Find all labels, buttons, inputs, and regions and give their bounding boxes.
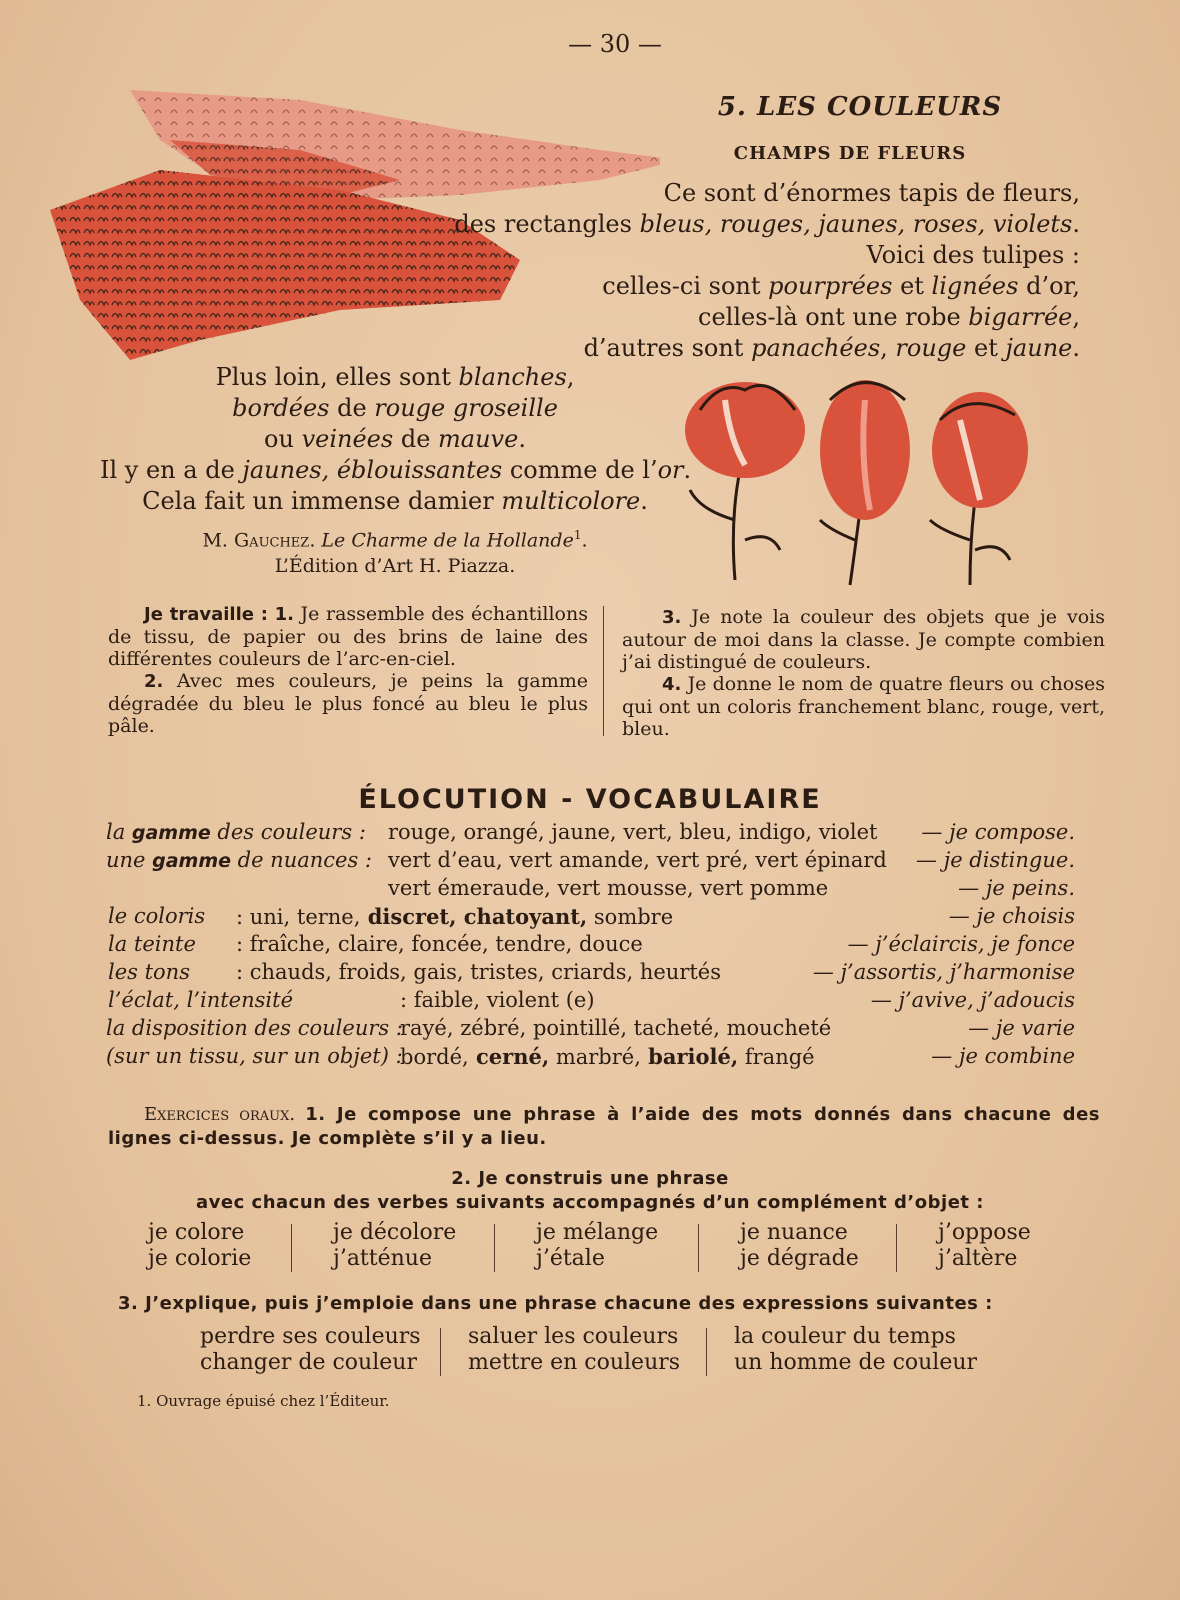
vocab-verb: — je varie bbox=[968, 1016, 1075, 1040]
vocab-word: vert bbox=[550, 876, 601, 900]
poem-run: panachées bbox=[751, 334, 881, 362]
vocab-word: violent bbox=[480, 988, 560, 1012]
oral-exercise-3-text: 3. J’explique, puis j’emploie dans une phrase chacune des expressions suivantes : bbox=[118, 1293, 993, 1314]
expression-item: changer de couleur bbox=[200, 1350, 417, 1375]
vocab-word: pré, bbox=[699, 848, 749, 872]
vocab-word: émeraude, bbox=[430, 876, 551, 900]
poem-run: bordées bbox=[232, 394, 330, 422]
section-title: ÉLOCUTION - VOCABULAIRE bbox=[358, 784, 822, 815]
poem-run: multicolore bbox=[501, 487, 641, 515]
vocab-word: sombre bbox=[587, 905, 674, 929]
poem-run: . bbox=[1072, 210, 1080, 238]
vocab-label bbox=[106, 820, 380, 844]
vocab-word: (e) bbox=[559, 988, 595, 1012]
page-number: — 30 — bbox=[568, 30, 662, 58]
vocab-word: pointillé, bbox=[526, 1016, 627, 1040]
vocab-word: froids, bbox=[331, 960, 407, 984]
vocab-word: terne, bbox=[290, 905, 361, 929]
vocab-label-run: le coloris bbox=[108, 904, 206, 928]
exercise-1-number: 1. bbox=[274, 604, 294, 625]
vocab-word: chauds, bbox=[243, 960, 332, 984]
vocab-word: frangé bbox=[738, 1045, 815, 1069]
vocab-word: tristes, bbox=[463, 960, 545, 984]
vocab-verb: — j’avive, j’adoucis bbox=[870, 988, 1075, 1012]
vocab-words bbox=[236, 932, 643, 956]
poem-run: or bbox=[657, 456, 684, 484]
vocab-word: marbré, bbox=[549, 1045, 641, 1069]
footnote-ref: 1 bbox=[573, 528, 582, 542]
vocab-label-run: : bbox=[388, 1044, 403, 1068]
poem-run: veinées bbox=[301, 425, 394, 453]
poem-run: comme de l’ bbox=[502, 456, 658, 484]
vocab-label-run: de nuances bbox=[237, 848, 359, 872]
vocab-label-run: : bbox=[358, 848, 372, 872]
vocab-words bbox=[236, 960, 721, 984]
vocab-word: faible, bbox=[407, 988, 481, 1012]
vocab-word: discret, bbox=[360, 904, 457, 929]
vocab-word: épinard bbox=[798, 848, 887, 872]
poem-run: . bbox=[640, 487, 648, 515]
poem-run: des rectangles bbox=[454, 210, 640, 238]
vocab-label-run: : bbox=[389, 1016, 403, 1040]
poem-run: de bbox=[329, 394, 375, 422]
vocab-word: : bbox=[236, 932, 244, 956]
vocab-label bbox=[108, 988, 293, 1012]
vocab-word: jaune, bbox=[544, 820, 617, 844]
poem-run: d’or, bbox=[1018, 272, 1080, 300]
vocab-verb: — je peins. bbox=[958, 876, 1075, 900]
vocab-verb: — je combine bbox=[931, 1044, 1075, 1068]
vocab-label-run: la disposition des couleurs bbox=[106, 1016, 390, 1040]
vocab-word: d’eau, bbox=[430, 848, 503, 872]
vocab-words bbox=[400, 1044, 815, 1069]
exercise-3-text: Je note la couleur des objets que je vois autour de moi dans la classe. Je compte combien j’ai distingué de couleurs. bbox=[622, 606, 1105, 673]
expression-item: un homme de couleur bbox=[734, 1350, 978, 1375]
poem-run: d’autres sont bbox=[583, 334, 752, 362]
oral-exercise-2-line2: avec chacun des verbes suivants accompagnés d’un complément d’objet : bbox=[196, 1192, 984, 1213]
credit-book: Le Charme de la Hollande bbox=[321, 529, 574, 552]
vocab-verb: — j’éclaircis, je fonce bbox=[847, 932, 1075, 956]
vocab-words bbox=[388, 876, 828, 900]
poem-run: celles-ci sont bbox=[602, 272, 769, 300]
verb-item: je colore bbox=[148, 1220, 245, 1245]
vocab-word: pomme bbox=[743, 876, 829, 900]
expression-separator bbox=[706, 1328, 707, 1376]
poem-run: celles-là ont une robe bbox=[698, 303, 969, 331]
poem-run: et bbox=[966, 334, 1006, 362]
poem-run: rouge groseille bbox=[374, 394, 558, 422]
vocab-word: bariolé, bbox=[640, 1044, 739, 1069]
verb-item: j’étale bbox=[536, 1246, 605, 1271]
verbs-grid bbox=[148, 1220, 1078, 1280]
verb-item: j’oppose bbox=[938, 1220, 1031, 1245]
vocab-word: moucheté bbox=[719, 1016, 832, 1040]
verb-separator bbox=[494, 1224, 495, 1272]
poem-run: lignées bbox=[931, 272, 1019, 300]
vocab-word: bleu, bbox=[672, 820, 733, 844]
vocab-label bbox=[108, 904, 205, 928]
vocab-word: zébré, bbox=[453, 1016, 527, 1040]
vocab-word: violet bbox=[812, 820, 878, 844]
vocab-words bbox=[236, 904, 673, 929]
vocab-word: bordé, bbox=[400, 1045, 469, 1069]
vocab-word: mousse, bbox=[600, 876, 694, 900]
verb-separator bbox=[896, 1224, 897, 1272]
verb-item: je colorie bbox=[148, 1246, 252, 1271]
vocab-label-run: gamme bbox=[145, 850, 238, 872]
poem-run: Cela fait un immense damier bbox=[142, 487, 502, 515]
verb-column bbox=[333, 1220, 456, 1272]
expression-separator bbox=[440, 1328, 441, 1376]
verb-separator bbox=[698, 1224, 699, 1272]
poem-credit: M. Gauchez. Le Charme de la Hollande$^1$. L’Édition d’Art H. Piazza. bbox=[100, 522, 690, 579]
exercise-1-text: Je rassemble des échantillons de tissu, de papier ou des brins de laine des différentes couleurs de l’arc-en-ciel. bbox=[108, 603, 588, 670]
vocab-word: uni, bbox=[243, 905, 291, 929]
vocab-word: tendre, bbox=[488, 932, 573, 956]
expressions-grid bbox=[200, 1324, 1020, 1384]
oral-lead: Exercices oraux. bbox=[144, 1104, 296, 1125]
poem-run: . bbox=[1072, 334, 1080, 362]
exercise-4-text: Je donne le nom de quatre fleurs ou choses qui ont un coloris franchement blanc, rouge, vert, bleu. bbox=[622, 673, 1105, 740]
vocab-word: rayé, bbox=[400, 1016, 454, 1040]
verb-separator bbox=[291, 1224, 292, 1272]
exercise-label: Je travaille : bbox=[144, 604, 268, 625]
lesson-title: 5. LES COULEURS bbox=[717, 92, 1003, 122]
credit-author: M. Gauchez. bbox=[202, 529, 316, 552]
vocab-word: criards, bbox=[544, 960, 634, 984]
poem-run: jaunes, éblouissantes bbox=[242, 456, 503, 484]
vocab-label-run: (sur un tissu, sur un objet) bbox=[106, 1044, 389, 1068]
vocab-label-run: des couleurs bbox=[217, 820, 353, 844]
exercise-4-number: 4. bbox=[662, 674, 682, 695]
poem-run: . bbox=[518, 425, 526, 453]
vocab-word: amande, bbox=[552, 848, 650, 872]
poem-run: mauve bbox=[438, 425, 519, 453]
expression-item: perdre ses couleurs bbox=[200, 1324, 421, 1349]
vocab-label bbox=[106, 1044, 403, 1068]
expression-item: mettre en couleurs bbox=[468, 1350, 681, 1375]
poem-run: , bbox=[880, 334, 896, 362]
vocab-word: indigo, bbox=[732, 820, 813, 844]
poem-run: de bbox=[393, 425, 439, 453]
poem-run: , bbox=[1072, 303, 1080, 331]
vocab-word: vert bbox=[388, 848, 431, 872]
poem-run: . bbox=[683, 456, 692, 484]
oral-exercise-3 bbox=[118, 1292, 1098, 1316]
vocab-word: fraîche, bbox=[243, 932, 332, 956]
vocab-words bbox=[400, 1016, 831, 1040]
vocab-verb: — je distingue. bbox=[916, 848, 1075, 872]
expression-item: la couleur du temps bbox=[734, 1324, 956, 1349]
vocab-verb: — je compose. bbox=[921, 820, 1075, 844]
vocab-words bbox=[388, 820, 878, 844]
credit-publisher: L’Édition d’Art H. Piazza. bbox=[274, 555, 516, 578]
expression-column bbox=[200, 1324, 421, 1376]
verb-column bbox=[148, 1220, 251, 1272]
vocab-word: : bbox=[236, 905, 244, 929]
vocab-label-run: une bbox=[106, 848, 146, 872]
oral-exercise-2 bbox=[0, 1167, 1180, 1215]
poem-run: , bbox=[566, 363, 575, 391]
verb-column bbox=[536, 1220, 658, 1272]
poem-run: bigarrée bbox=[968, 303, 1073, 331]
vocab-word: vert, bbox=[616, 820, 673, 844]
vocab-label bbox=[106, 1016, 403, 1040]
verb-column bbox=[740, 1220, 859, 1272]
vocab-word: tacheté, bbox=[627, 1016, 720, 1040]
verb-column bbox=[938, 1220, 1031, 1272]
vocab-label-run: gamme bbox=[125, 822, 218, 844]
vocab-word: vert bbox=[693, 876, 744, 900]
oral-exercise-2-line1: 2. Je construis une phrase bbox=[451, 1168, 729, 1189]
poem-run: rouge bbox=[895, 334, 967, 362]
lesson-subtitle: CHAMPS DE FLEURS bbox=[733, 143, 967, 164]
vocab-label bbox=[108, 932, 196, 956]
oral-exercise-1-text: 1. Je compose une phrase à l’aide des mots donnés dans chacune des lignes ci-dessus. Je complète s’il y a lieu. bbox=[108, 1104, 1100, 1149]
vocab-word: heurtés bbox=[633, 960, 722, 984]
footnote: 1. Ouvrage épuisé chez l’Éditeur. bbox=[137, 1392, 390, 1410]
vocab-label bbox=[106, 848, 372, 872]
vocab-words bbox=[388, 848, 887, 872]
vocab-words bbox=[400, 988, 595, 1012]
vocab-word: orangé, bbox=[456, 820, 545, 844]
verb-item: je décolore bbox=[333, 1220, 457, 1245]
poem-run: Plus loin, elles sont bbox=[215, 363, 459, 391]
poem-run: Voici des tulipes : bbox=[866, 241, 1080, 269]
vocab-word: gais, bbox=[406, 960, 464, 984]
vocab-word: : bbox=[236, 960, 244, 984]
vocab-word: : bbox=[400, 988, 408, 1012]
exercise-3-number: 3. bbox=[662, 607, 682, 628]
poem-run: blanches bbox=[458, 363, 567, 391]
verb-item: j’altère bbox=[938, 1246, 1018, 1271]
expression-column bbox=[468, 1324, 680, 1376]
verb-item: j’atténue bbox=[333, 1246, 432, 1271]
vocab-label-run: les tons bbox=[108, 960, 190, 984]
poem-run: ou bbox=[264, 425, 302, 453]
vocab-label-run: l’éclat, l’intensité bbox=[108, 988, 293, 1012]
expression-column bbox=[734, 1324, 977, 1376]
vocab-label bbox=[108, 960, 190, 984]
vocab-word: claire, bbox=[331, 932, 405, 956]
vocab-verb: — je choisis bbox=[948, 904, 1075, 928]
vocab-word: cerné, bbox=[468, 1044, 550, 1069]
vocab-word: chatoyant, bbox=[456, 904, 588, 929]
exercise-2-number: 2. bbox=[144, 671, 164, 692]
poem-run: jaune bbox=[1005, 334, 1073, 362]
vocab-word: vert bbox=[502, 848, 553, 872]
exercise-2-text: Avec mes couleurs, je peins la gamme dégradée du bleu le plus foncé au bleu le plus pâle. bbox=[108, 670, 589, 737]
vocab-word: rouge, bbox=[388, 820, 457, 844]
poem-run: pourprées bbox=[768, 272, 893, 300]
vocab-verb: — j’assortis, j’harmonise bbox=[812, 960, 1075, 984]
expression-item: saluer les couleurs bbox=[468, 1324, 679, 1349]
poem-run: Il y en a de bbox=[100, 456, 243, 484]
vocab-label-run: la bbox=[106, 820, 126, 844]
vocab-word: vert bbox=[388, 876, 431, 900]
vocab-word: douce bbox=[572, 932, 643, 956]
oral-exercise-1 bbox=[108, 1103, 1100, 1151]
vocab-label-run: : bbox=[352, 820, 366, 844]
vocab-word: vert bbox=[649, 848, 700, 872]
vocab-word: vert bbox=[748, 848, 799, 872]
poem-run: Ce sont d’énormes tapis de fleurs, bbox=[663, 179, 1080, 207]
vocab-label-run: la teinte bbox=[108, 932, 196, 956]
poem-run: bleus, rouges, jaunes, roses, violets bbox=[639, 210, 1073, 238]
verb-item: je mélange bbox=[536, 1220, 659, 1245]
verb-item: je nuance bbox=[740, 1220, 848, 1245]
vocab-word: foncée, bbox=[404, 932, 489, 956]
verb-item: je dégrade bbox=[740, 1246, 859, 1271]
poem-run: et bbox=[892, 272, 932, 300]
